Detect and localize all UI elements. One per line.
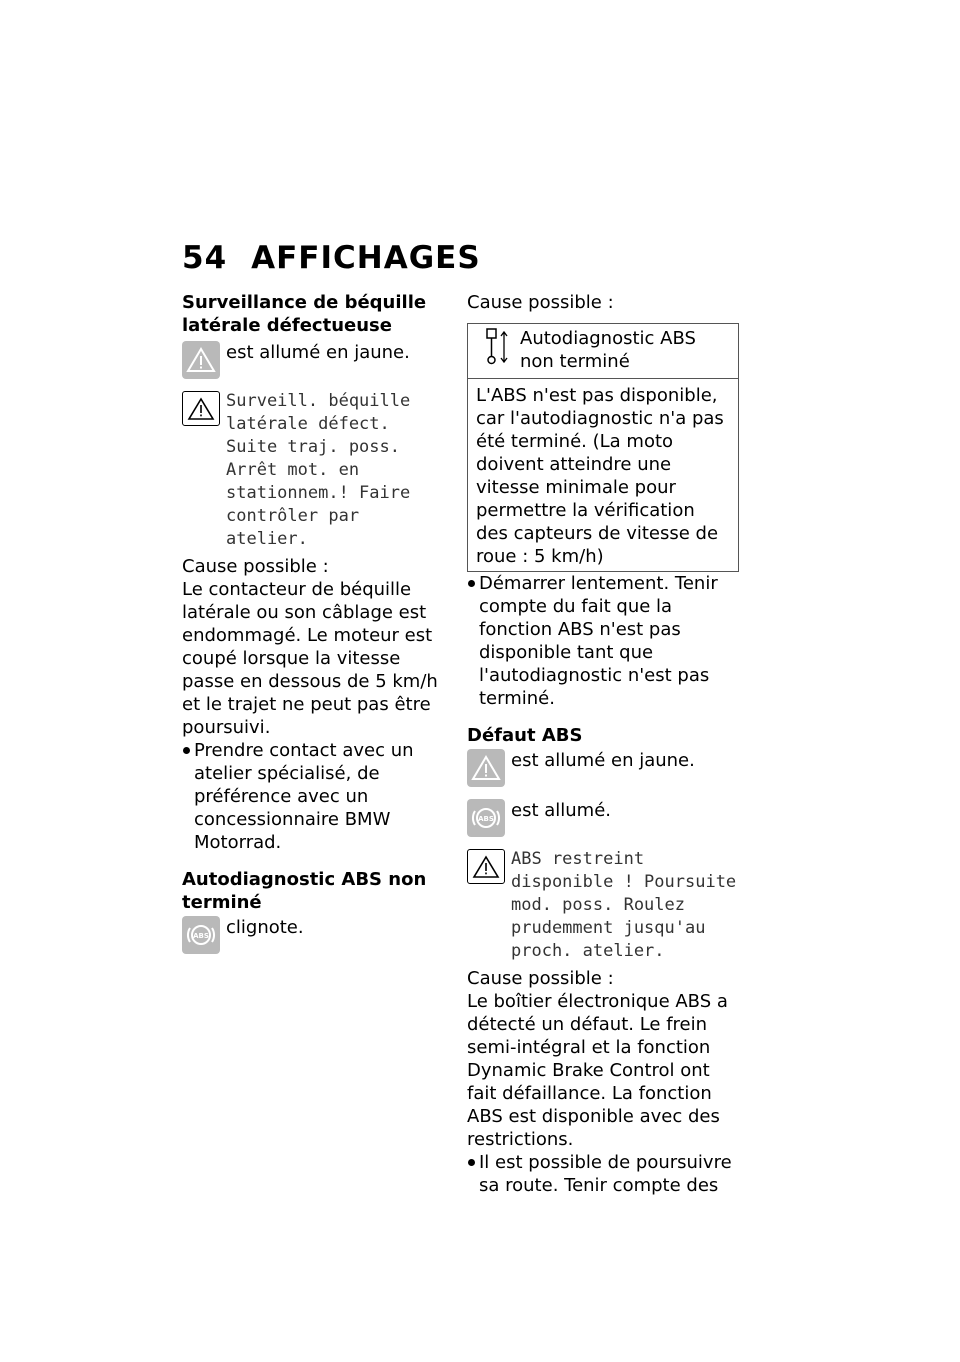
wrench-sensor-icon xyxy=(484,327,510,367)
abs-fault-display-message xyxy=(467,849,739,963)
list-item: Démarrer lentement. Tenir compte du fait que la fonction ABS n'est pas disponible tant que l'autodiagnostic n'est pas terminé. xyxy=(467,572,739,710)
section-title-abs-selfdiag: Autodiagnostic ABS non terminé xyxy=(182,869,427,913)
abs-fault-indicator1-row xyxy=(467,749,739,787)
warning-triangle-icon xyxy=(467,749,505,787)
page-number: 54 xyxy=(182,240,228,276)
page-header xyxy=(182,240,481,276)
warning-triangle-icon xyxy=(182,341,220,379)
abs-fault-indicator1-text: est allumé en jaune. xyxy=(511,750,695,771)
info-box-head xyxy=(468,324,738,379)
right-column xyxy=(467,291,739,1197)
sidestand-message-text: Surveill. béquille latérale défect. Suite traj. poss. Arrêt mot. en stationnem.! Faire contrôler par atelier. xyxy=(226,391,411,549)
abs-fault-cause-label: Cause possible : xyxy=(467,968,614,989)
abs-selfdiag-indicator-text: clignote. xyxy=(226,917,304,938)
svg-text:ABS: ABS xyxy=(478,815,494,823)
sidestand-cause-label: Cause possible : xyxy=(182,556,329,577)
sidestand-bullet-list xyxy=(182,739,448,854)
list-item: Il est possible de poursuivre sa route. Tenir compte des xyxy=(467,1151,739,1197)
cause-label: Cause possible : xyxy=(467,292,614,313)
info-box-head-text: Autodiagnostic ABS non terminé xyxy=(520,328,696,372)
sidestand-indicator-text: est allumé en jaune. xyxy=(226,342,410,363)
warning-triangle-outline-icon xyxy=(467,849,505,884)
abs-fault-indicator2-row xyxy=(467,799,739,837)
section-title-abs-fault: Défaut ABS xyxy=(467,725,583,746)
right-bullet-list xyxy=(467,572,739,710)
section-title-sidestand: Surveillance de béquille latérale défectueuse xyxy=(182,292,427,336)
left-column xyxy=(182,291,448,954)
abs-fault-indicator2-text: est allumé. xyxy=(511,800,612,821)
info-box xyxy=(467,323,739,572)
svg-text:ABS: ABS xyxy=(193,932,209,940)
abs-fault-message-text: ABS restreint disponible ! Poursuite mod. poss. Roulez prudemment jusqu'au proch. atelier. xyxy=(511,849,737,961)
list-item: Prendre contact avec un atelier spécialisé, de préférence avec un concessionnaire BMW Motorrad. xyxy=(182,739,448,854)
abs-selfdiag-indicator-row xyxy=(182,916,448,954)
warning-triangle-outline-icon xyxy=(182,391,220,426)
sidestand-indicator-row xyxy=(182,341,448,379)
abs-fault-bullet-list xyxy=(467,1151,739,1197)
sidestand-display-message xyxy=(182,391,448,551)
abs-warning-icon xyxy=(467,799,505,837)
abs-warning-icon xyxy=(182,916,220,954)
info-box-body: L'ABS n'est pas disponible, car l'autodiagnostic n'a pas été terminé. (La moto doivent atteindre une vitesse minimale pour permettre la vérification des capteurs de vitesse de roue : 5 km/h) xyxy=(476,385,724,567)
chapter-title: AFFICHAGES xyxy=(251,240,481,276)
abs-fault-cause-text: Le boîtier électronique ABS a détecté un défaut. Le frein semi-intégral et la fonction Dynamic Brake Control ont fait défaillance. La fonction ABS est disponible avec des restrictions. xyxy=(467,991,728,1150)
sidestand-cause-text: Le contacteur de béquille latérale ou son câblage est endommagé. Le moteur est coupé lorsque la vitesse passe en dessous de 5 km/h et le trajet ne peut pas être poursuivi. xyxy=(182,579,438,738)
